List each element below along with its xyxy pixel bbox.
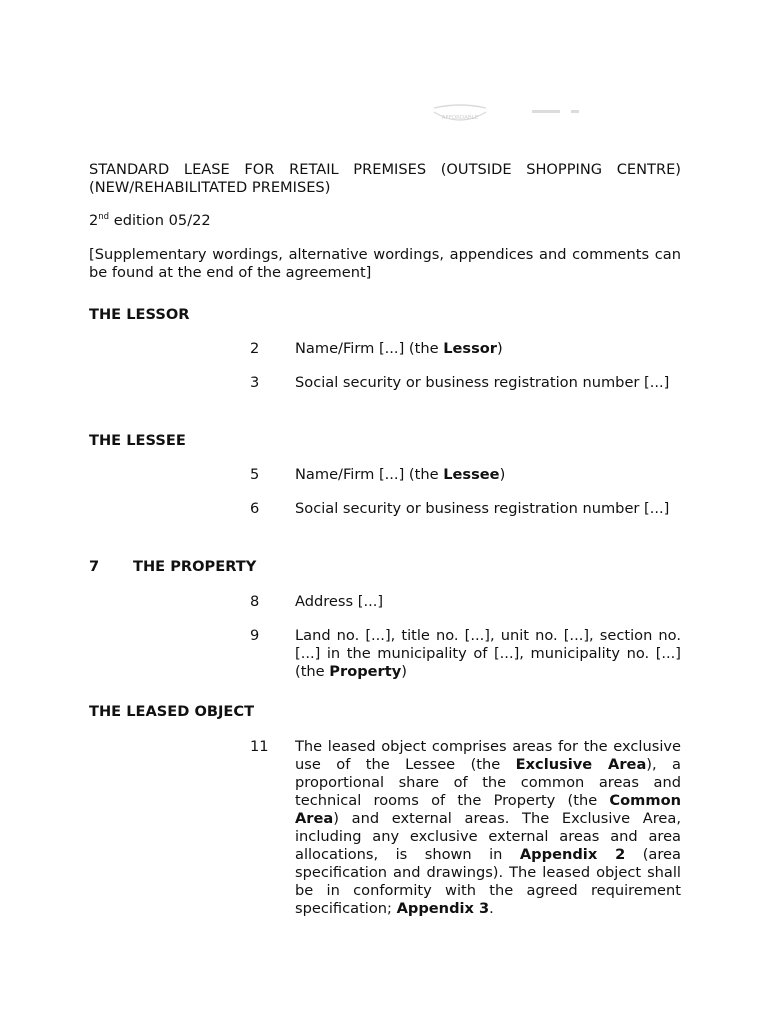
lessee-name-clause: Name/Firm [...] (the Lessee)	[295, 466, 506, 483]
lessor-heading: THE LESSOR	[89, 306, 190, 323]
defined-term: Common Area	[295, 792, 681, 827]
edition-text: edition 05/22	[109, 212, 211, 229]
edition-suffix: nd	[98, 212, 110, 222]
appendix-reference: Appendix 2	[519, 846, 626, 863]
clause-number: 8	[250, 593, 260, 610]
logo-mark-icon	[432, 100, 592, 130]
lessee-registration-clause: Social security or business registration number [...]	[295, 500, 670, 517]
document-title: STANDARD LEASE FOR RETAIL PREMISES (OUTSIDE SHOPPING CENTRE) (NEW/REHABILITATED PREMISES)	[89, 161, 681, 196]
property-land-clause: Land no. [...], title no. [...], unit no. [...], section no. [...] in the municipality of [...], municipality no. [...] (the Property)	[295, 627, 681, 680]
lessor-name-clause: Name/Firm [...] (the Lessor)	[295, 340, 503, 357]
defined-term: Lessor	[443, 340, 497, 357]
leased-object-clause: The leased object comprises areas for the exclusive use of the Lessee (the Exclusive Area), a proportional share of the common areas and technical rooms of the Property (the Common Area) and external areas. The Exclusive Area, including any exclusive external areas and area allocations, is shown in Appendix 2 (area specification and drawings). The leased object shall be in conformity with the agreed requirement specification; Appendix 3.	[295, 738, 682, 917]
property-address-clause: Address [...]	[295, 593, 384, 610]
clause-number: 5	[250, 466, 260, 483]
section-number: 7	[89, 558, 100, 575]
faded-logo	[432, 100, 592, 130]
clause-number: 9	[250, 627, 260, 644]
appendix-reference: Appendix 3	[396, 900, 490, 917]
property-heading: 7 THE PROPERTY	[89, 558, 257, 575]
lessor-registration-clause: Social security or business registration number [...]	[295, 374, 670, 391]
lessee-heading: THE LESSEE	[89, 432, 186, 449]
defined-term: Exclusive Area	[515, 756, 647, 773]
defined-term: Lessee	[443, 466, 500, 483]
edition-number: 2	[89, 212, 99, 229]
edition-line	[89, 212, 211, 230]
supplementary-note: [Supplementary wordings, alternative wordings, appendices and comments can be found at the end of the agreement]	[89, 246, 681, 281]
clause-number: 11	[250, 738, 269, 755]
leased-object-heading: THE LEASED OBJECT	[89, 703, 255, 720]
logo-text: AFFORDABLE	[441, 115, 479, 121]
defined-term: Property	[329, 663, 402, 680]
clause-number: 3	[250, 374, 260, 391]
clause-number: 6	[250, 500, 260, 517]
clause-number: 2	[250, 340, 260, 357]
